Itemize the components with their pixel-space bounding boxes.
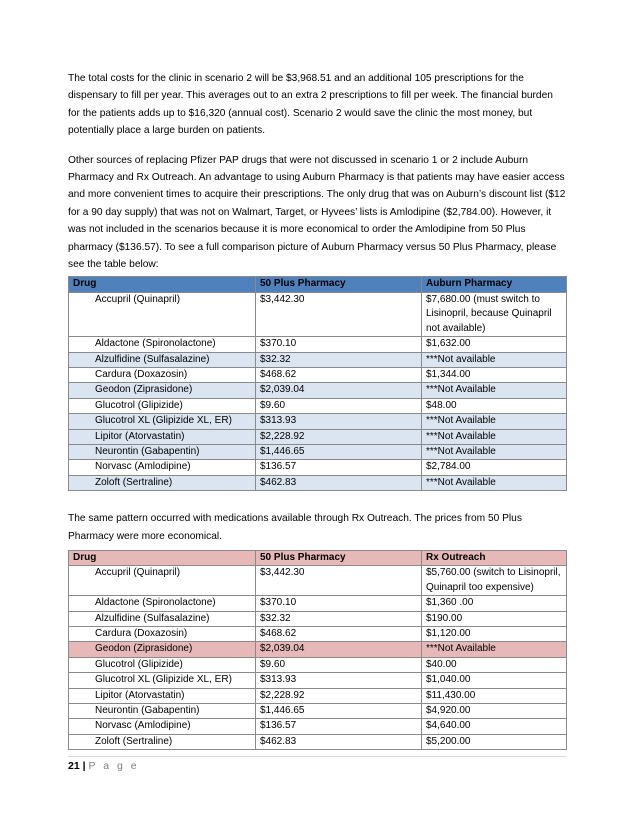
column-header-50-plus: 50 Plus Pharmacy bbox=[256, 550, 422, 565]
price-cell: ***Not Available bbox=[422, 444, 567, 459]
price-cell: ***Not Available bbox=[422, 642, 567, 657]
table-row bbox=[69, 704, 567, 719]
price-cell: $11,430.00 bbox=[422, 688, 567, 703]
price-cell: $370.10 bbox=[256, 596, 422, 611]
table-row bbox=[69, 627, 567, 642]
drug-cell: Cardura (Doxazosin) bbox=[69, 627, 256, 642]
drug-cell: Alzulfidine (Sulfasalazine) bbox=[69, 352, 256, 367]
drug-cell: Norvasc (Amlodipine) bbox=[69, 719, 256, 734]
table-row bbox=[69, 673, 567, 688]
drug-cell: Geodon (Ziprasidone) bbox=[69, 383, 256, 398]
price-cell: $3,442.30 bbox=[256, 566, 422, 596]
price-cell: $1,120.00 bbox=[422, 627, 567, 642]
price-cell: $9.60 bbox=[256, 657, 422, 672]
price-cell: $313.93 bbox=[256, 414, 422, 429]
price-cell: $7,680.00 (must switch to Lisinopril, because Quinapril not available) bbox=[422, 292, 567, 336]
price-cell: $2,228.92 bbox=[256, 688, 422, 703]
price-cell: $1,632.00 bbox=[422, 337, 567, 352]
price-cell: $136.57 bbox=[256, 460, 422, 475]
price-cell: ***Not available bbox=[422, 352, 567, 367]
price-cell: $48.00 bbox=[422, 398, 567, 413]
price-cell: ***Not Available bbox=[422, 383, 567, 398]
drug-cell: Norvasc (Amlodipine) bbox=[69, 460, 256, 475]
table-row bbox=[69, 719, 567, 734]
column-header-drug: Drug bbox=[69, 277, 256, 292]
price-cell: $468.62 bbox=[256, 627, 422, 642]
table-row bbox=[69, 688, 567, 703]
price-cell: $2,228.92 bbox=[256, 429, 422, 444]
drug-cell: Glucotrol XL (Glipizide XL, ER) bbox=[69, 414, 256, 429]
drug-cell: Neurontin (Gabapentin) bbox=[69, 704, 256, 719]
table-row bbox=[69, 383, 567, 398]
price-cell: $136.57 bbox=[256, 719, 422, 734]
price-cell: $1,446.65 bbox=[256, 444, 422, 459]
document-page bbox=[68, 70, 566, 750]
table-row bbox=[69, 352, 567, 367]
price-cell: $4,920.00 bbox=[422, 704, 567, 719]
table-row bbox=[69, 596, 567, 611]
price-cell: $1,344.00 bbox=[422, 367, 567, 382]
table-row-highlighted bbox=[69, 642, 567, 657]
table-row bbox=[69, 292, 567, 336]
price-cell: $462.83 bbox=[256, 475, 422, 490]
table-row bbox=[69, 444, 567, 459]
paragraph-rx-outreach: The same pattern occurred with medications available through Rx Outreach. The prices from 50 Plus Pharmacy were more economical. bbox=[68, 513, 522, 542]
drug-cell: Glucotrol (Glipizide) bbox=[69, 657, 256, 672]
auburn-comparison-table bbox=[68, 276, 567, 491]
price-cell: $5,760.00 (switch to Lisinopril, Quinapril too expensive) bbox=[422, 566, 567, 596]
table-row bbox=[69, 414, 567, 429]
price-cell: $2,039.04 bbox=[256, 383, 422, 398]
drug-cell: Cardura (Doxazosin) bbox=[69, 367, 256, 382]
page-footer bbox=[68, 756, 566, 772]
price-cell: $2,039.04 bbox=[256, 642, 422, 657]
price-cell: ***Not Available bbox=[422, 429, 567, 444]
price-cell: $190.00 bbox=[422, 611, 567, 626]
price-cell: $40.00 bbox=[422, 657, 567, 672]
rx-outreach-comparison-table bbox=[68, 550, 567, 750]
drug-cell: Lipitor (Atorvastatin) bbox=[69, 429, 256, 444]
price-cell: $9.60 bbox=[256, 398, 422, 413]
table-row bbox=[69, 367, 567, 382]
price-cell: $2,784.00 bbox=[422, 460, 567, 475]
drug-cell: Alzulfidine (Sulfasalazine) bbox=[69, 611, 256, 626]
page-word: P a g e bbox=[88, 760, 140, 772]
column-header-rx-outreach: Rx Outreach bbox=[422, 550, 567, 565]
page-number: 21 bbox=[68, 760, 80, 772]
drug-cell: Accupril (Quinapril) bbox=[69, 292, 256, 336]
price-cell: $3,442.30 bbox=[256, 292, 422, 336]
table-row bbox=[69, 475, 567, 490]
column-header-auburn: Auburn Pharmacy bbox=[422, 277, 567, 292]
drug-cell: Zoloft (Sertraline) bbox=[69, 734, 256, 749]
drug-cell: Zoloft (Sertraline) bbox=[69, 475, 256, 490]
drug-cell: Neurontin (Gabapentin) bbox=[69, 444, 256, 459]
table-row bbox=[69, 337, 567, 352]
price-cell: $5,200.00 bbox=[422, 734, 567, 749]
table-row bbox=[69, 460, 567, 475]
column-header-drug: Drug bbox=[69, 550, 256, 565]
drug-cell: Glucotrol (Glipizide) bbox=[69, 398, 256, 413]
table-row bbox=[69, 657, 567, 672]
price-cell: $468.62 bbox=[256, 367, 422, 382]
table-header-row bbox=[69, 550, 567, 565]
drug-cell: Glucotrol XL (Glipizide XL, ER) bbox=[69, 673, 256, 688]
drug-cell: Accupril (Quinapril) bbox=[69, 566, 256, 596]
price-cell: $313.93 bbox=[256, 673, 422, 688]
price-cell: $370.10 bbox=[256, 337, 422, 352]
table-header-row bbox=[69, 277, 567, 292]
table-row bbox=[69, 398, 567, 413]
price-cell: $32.32 bbox=[256, 352, 422, 367]
paragraph-other-sources: Other sources of replacing Pfizer PAP drugs that were not discussed in scenario 1 or 2 include Auburn Pharmacy and Rx Outreach. An advantage to using Auburn Pharmacy is that patients may have easier access and more convenient times to acquire their prescriptions. The only drug that was on Auburn’s discount list ($12 for a 90 day supply) that was not on Walmart, Target, or Hyvees’ lists is Amlodipine ($2,784.00). However, it was not included in the scenarios because it is more economical to order the Amlodipine from 50 Plus pharmacy ($136.57). To see a full comparison picture of Auburn Pharmacy versus 50 Plus Pharmacy, please see the table below: bbox=[68, 154, 566, 271]
price-cell: $1,446.65 bbox=[256, 704, 422, 719]
drug-cell: Aldactone (Spironolactone) bbox=[69, 596, 256, 611]
price-cell: $32.32 bbox=[256, 611, 422, 626]
column-header-50-plus: 50 Plus Pharmacy bbox=[256, 277, 422, 292]
table-row bbox=[69, 611, 567, 626]
footer-separator: | bbox=[82, 760, 86, 772]
price-cell: $4,640.00 bbox=[422, 719, 567, 734]
price-cell: ***Not Available bbox=[422, 414, 567, 429]
paragraph-scenario-2-costs: The total costs for the clinic in scenario 2 will be $3,968.51 and an additional 105 prescriptions for the dispensary to fill per year. This averages out to an extra 2 prescriptions to fill per week. The financial burden for the patients adds up to $16,320 (annual cost). Scenario 2 would save the clinic the most money, but potentially place a large burden on patients. bbox=[68, 73, 553, 137]
price-cell: $1,360 .00 bbox=[422, 596, 567, 611]
table-row bbox=[69, 566, 567, 596]
table-row bbox=[69, 734, 567, 749]
price-cell: ***Not Available bbox=[422, 475, 567, 490]
drug-cell: Aldactone (Spironolactone) bbox=[69, 337, 256, 352]
price-cell: $462.83 bbox=[256, 734, 422, 749]
drug-cell: Geodon (Ziprasidone) bbox=[69, 642, 256, 657]
price-cell: $1,040.00 bbox=[422, 673, 567, 688]
drug-cell: Lipitor (Atorvastatin) bbox=[69, 688, 256, 703]
table-row bbox=[69, 429, 567, 444]
